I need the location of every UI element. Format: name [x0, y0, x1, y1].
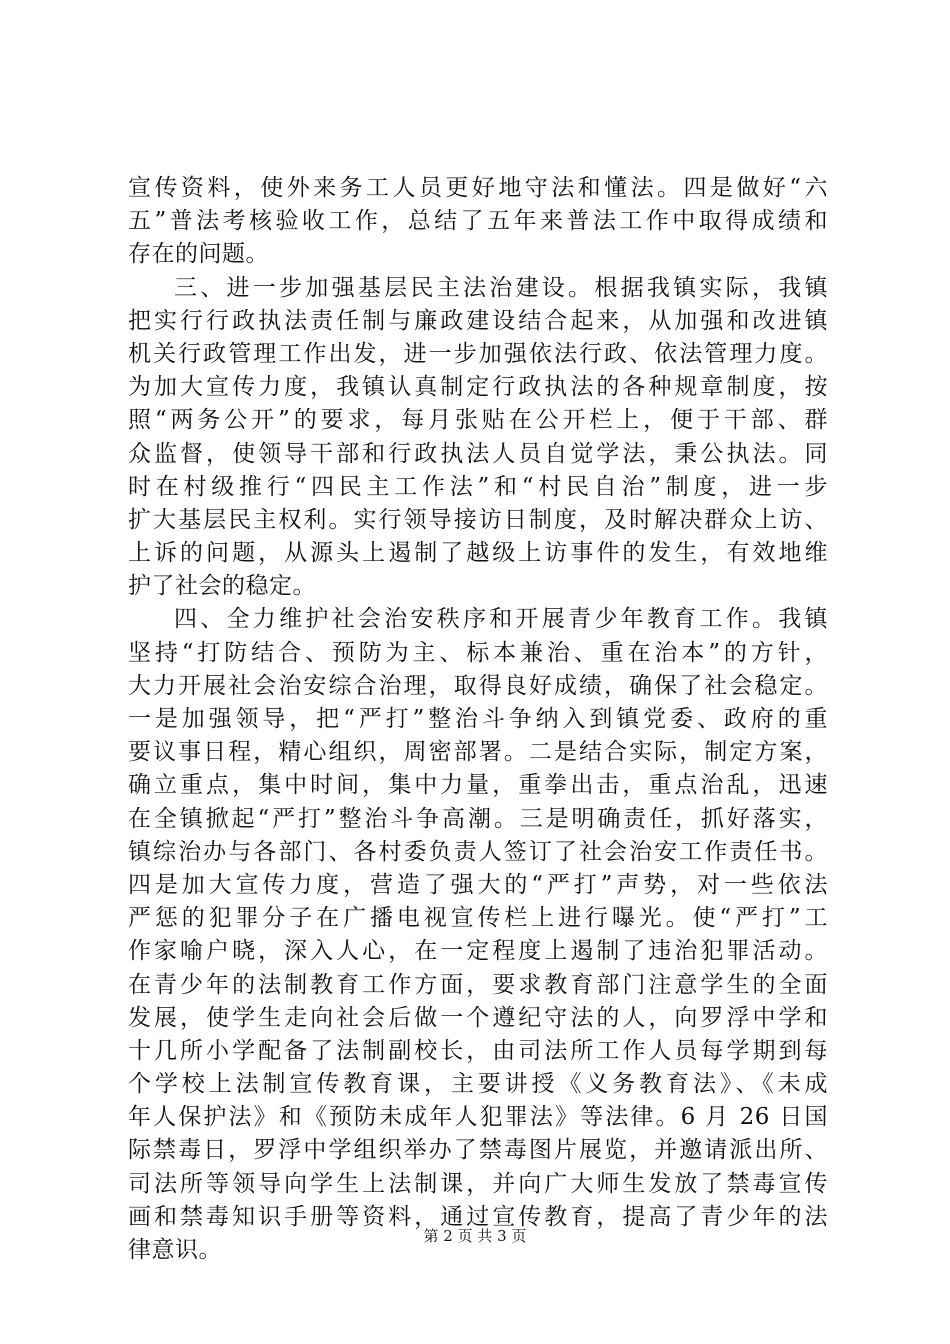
text-line: 上诉的问题，从源头上遏制了越级上访事件的发生，有效地维 [128, 540, 828, 567]
text-line: 三、进一步加强基层民主法治建设。根据我镇实际，我镇 [174, 274, 828, 301]
body-text [128, 172, 828, 1267]
text-line: 坚持“打防结合、预防为主、标本兼治、重在治本”的方针， [128, 639, 828, 666]
text-line: 律意识。 [128, 1237, 222, 1263]
text-line: 四、全力维护社会治安秩序和开展青少年教育工作。我镇 [174, 606, 828, 633]
text-line: 年人保护法》和《预防未成年人犯罪法》等法律。6 月 26 日国 [128, 1104, 828, 1131]
text-line: 司法所等领导向学生上法制课，并向广大师生发放了禁毒宣传 [128, 1170, 828, 1197]
text-line: 时在村级推行“四民主工作法”和“村民自治”制度，进一步 [128, 473, 828, 500]
text-line: 严惩的犯罪分子在广播电视宣传栏上进行曝光。使“严打”工 [128, 905, 828, 932]
text-line: 发展，使学生走向社会后做一个遵纪守法的人，向罗浮中学和 [128, 1004, 828, 1031]
text-line: 画和禁毒知识手册等资料，通过宣传教育，提高了青少年的法 [128, 1203, 828, 1230]
text-line: 宣传资料，使外来务工人员更好地守法和懂法。四是做好“六 [128, 175, 828, 201]
text-line: 众监督，使领导干部和行政执法人员自觉学法，秉公执法。同 [128, 440, 828, 467]
text-line: 在全镇掀起“严打”整治斗争高潮。三是明确责任，抓好落实， [128, 805, 828, 832]
text-line: 机关行政管理工作出发，进一步加强依法行政、依法管理力度。 [128, 340, 828, 367]
text-line: 十几所小学配备了法制副校长，由司法所工作人员每学期到每 [128, 1037, 828, 1064]
text-line: 际禁毒日，罗浮中学组织举办了禁毒图片展览，并邀请派出所、 [128, 1137, 828, 1164]
text-line: 四是加大宣传力度，营造了强大的“严打”声势，对一些依法 [128, 871, 828, 898]
text-line: 护了社会的稳定。 [128, 573, 316, 600]
text-line: 扩大基层民主权利。实行领导接访日制度，及时解决群众上访、 [128, 506, 828, 533]
text-line: 个学校上法制宣传教育课，主要讲授《义务教育法》、《未成 [128, 1071, 828, 1098]
text-line: 把实行行政执法责任制与廉政建设结合起来，从加强和改进镇 [128, 307, 828, 334]
text-line: 镇综治办与各部门、各村委负责人签订了社会治安工作责任书。 [128, 838, 828, 865]
text-line: 照“两务公开”的要求，每月张贴在公开栏上，便于干部、群 [128, 407, 828, 434]
text-line: 一是加强领导，把“严打”整治斗争纳入到镇党委、政府的重 [128, 706, 828, 732]
text-line: 作家喻户晓，深入人心，在一定程度上遏制了违治犯罪活动。 [128, 938, 828, 965]
text-line: 大力开展社会治安综合治理，取得良好成绩，确保了社会稳定。 [128, 672, 828, 699]
text-line: 要议事日程，精心组织，周密部署。二是结合实际，制定方案， [128, 739, 828, 766]
text-line: 在青少年的法制教育工作方面，要求教育部门注意学生的全面 [128, 971, 828, 998]
text-line: 五”普法考核验收工作，总结了五年来普法工作中取得成绩和 [128, 208, 828, 235]
text-line: 存在的问题。 [128, 241, 269, 268]
text-line: 为加大宣传力度，我镇认真制定行政执法的各种规章制度，按 [128, 374, 828, 401]
page-number-footer: 第 2 页 共 3 页 [423, 1227, 527, 1245]
text-line: 确立重点，集中时间，集中力量，重拳出击，重点治乱，迅速 [128, 772, 828, 799]
